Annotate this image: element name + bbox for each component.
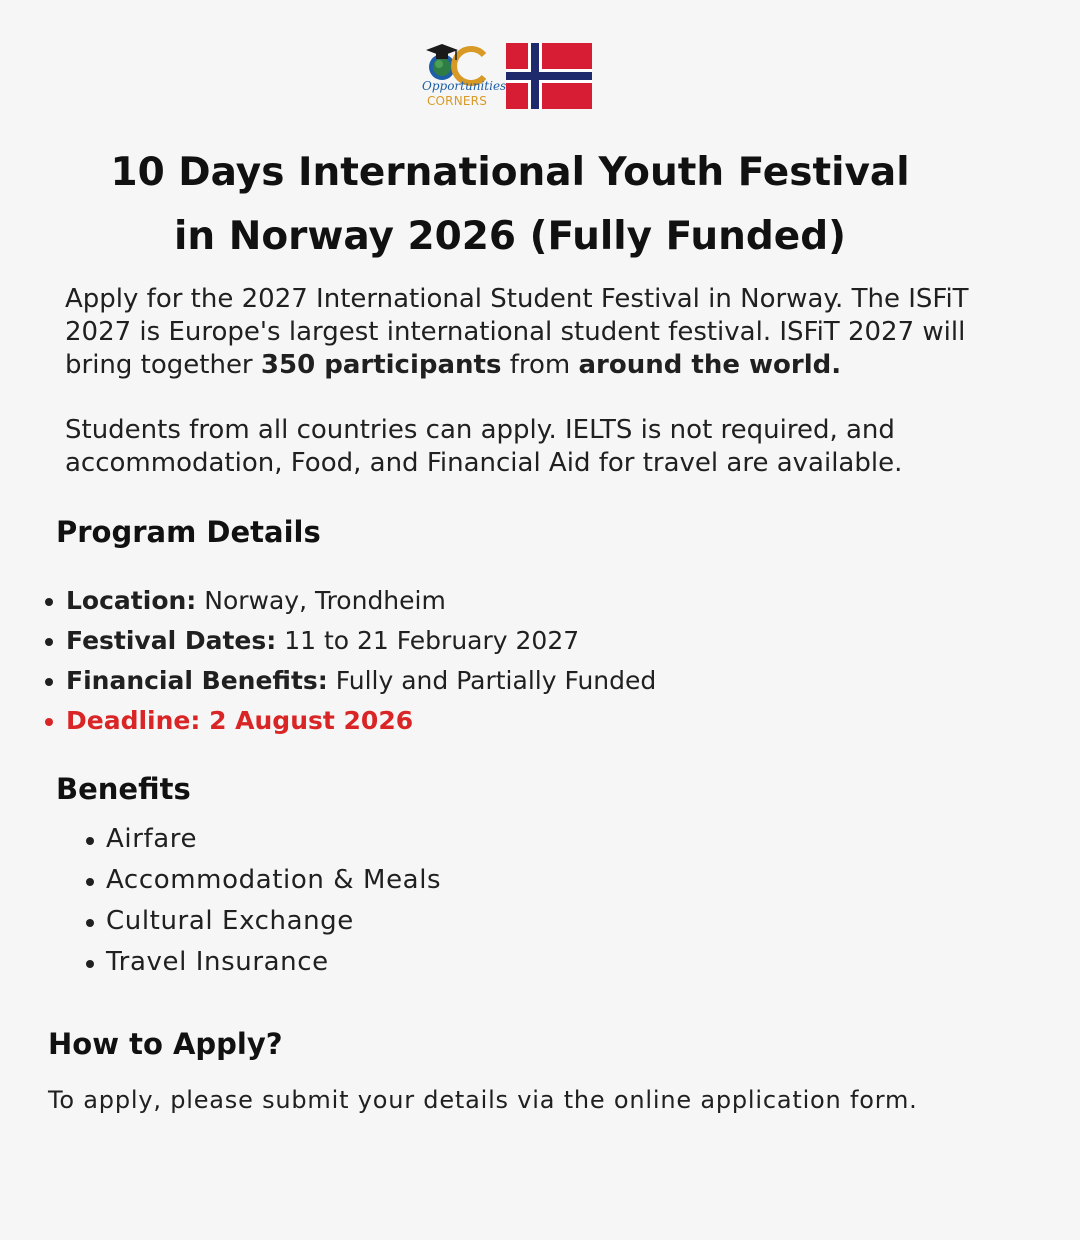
benefit-item-accommodation-meals: Accommodation & Meals (84, 860, 684, 901)
program-details-heading: Program Details (56, 515, 321, 549)
eligibility-paragraph: Students from all countries can apply. IELTS is not required, and accommodation, Food, and Financial Aid for travel are available. (65, 415, 903, 478)
financial-benefits-item (44, 661, 844, 701)
how-to-apply-heading: How to Apply? (48, 1027, 283, 1061)
intro-text-part-2: from (501, 350, 579, 380)
benefit-item-airfare: Airfare (84, 819, 684, 860)
intro-text-part-1: Apply for the 2027 International Student Festival in Norway. The ISFiT 2027 is Europe's largest international student festival. ISFiT 2027 will bring together (65, 284, 969, 380)
norway-flag-icon (506, 43, 592, 109)
program-details-list (44, 581, 844, 741)
logo-text-corners: CORNERS (426, 94, 488, 108)
page-title-line-2: in Norway 2026 (Fully Funded) (173, 214, 846, 259)
page-title-line-1: 10 Days International Youth Festival (110, 150, 910, 195)
participants-count: 350 participants (260, 350, 502, 380)
benefits-heading: Benefits (56, 772, 191, 806)
festival-dates-label: Festival Dates: (66, 626, 277, 655)
how-to-apply-text: To apply, please submit your details via the online application form. (48, 1086, 918, 1114)
intro-paragraph (65, 283, 1005, 382)
logo-text-opportunities: Opportunities (422, 79, 507, 93)
benefits-list (84, 819, 684, 983)
location-item (44, 581, 844, 621)
around-world-text: around the world. (578, 350, 842, 380)
benefit-item-travel-insurance: Travel Insurance (84, 942, 684, 983)
benefit-item-cultural-exchange: Cultural Exchange (84, 901, 684, 942)
financial-benefits-value: Fully and Partially Funded (327, 666, 657, 695)
page-title (0, 141, 1020, 269)
festival-dates-item (44, 621, 844, 661)
header-logos (422, 42, 594, 112)
location-value: Norway, Trondheim (196, 586, 446, 615)
festival-dates-value: 11 to 21 February 2027 (276, 626, 580, 655)
deadline-item: Deadline: 2 August 2026 (44, 701, 844, 741)
location-label: Location: (66, 586, 197, 615)
financial-benefits-label: Financial Benefits: (66, 666, 328, 695)
